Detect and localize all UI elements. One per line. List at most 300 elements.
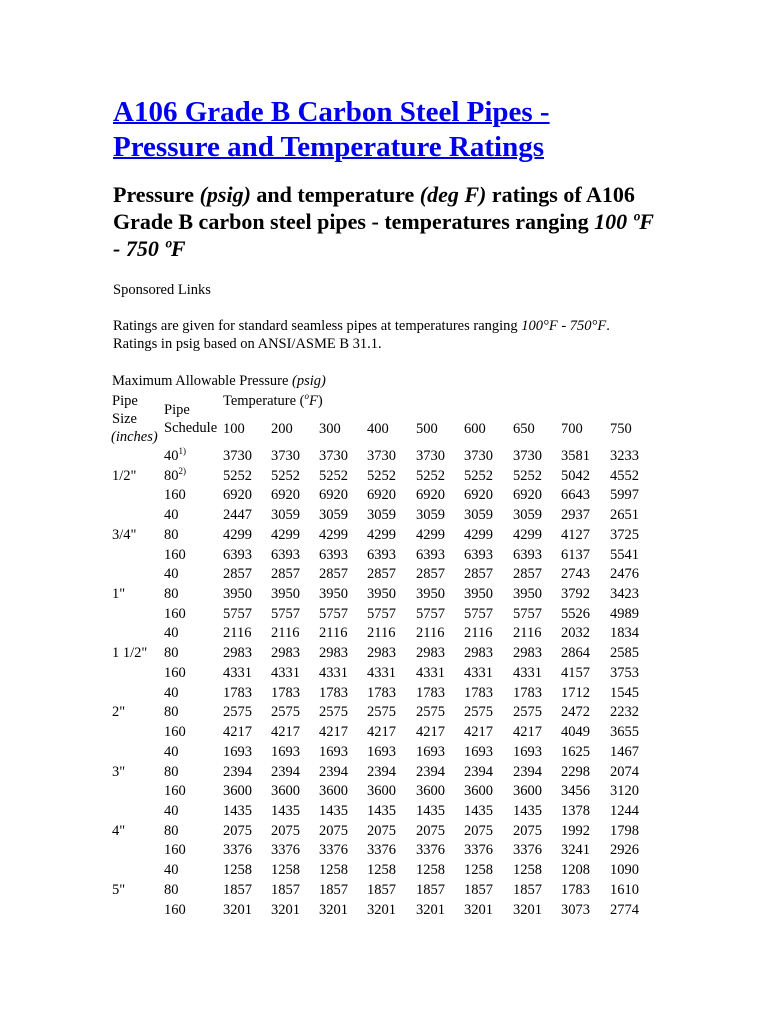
pressure-value: 5526 xyxy=(561,605,590,622)
pressure-value: 4299 xyxy=(271,526,300,543)
schedule-value: 40 xyxy=(164,507,179,524)
pressure-value: 4331 xyxy=(223,664,252,681)
pressure-value: 3581 xyxy=(561,448,590,464)
subtitle-unit-degf: (deg F) xyxy=(419,182,487,207)
pressure-value: 2983 xyxy=(464,645,493,662)
subtitle-range: 100 ºF - 750 ºF xyxy=(113,209,654,261)
temp-header: 300 xyxy=(319,421,341,437)
pressure-value: 2472 xyxy=(561,704,590,721)
schedule-value: 160 xyxy=(164,783,186,800)
pressure-value: 4331 xyxy=(464,664,493,681)
pressure-value: 3456 xyxy=(561,783,590,800)
schedule-value: 40 xyxy=(164,802,179,819)
pressure-value: 6920 xyxy=(319,487,348,504)
intro-text: Ratings are given for standard seamless pipes at temperatures ranging xyxy=(113,318,522,334)
pressure-value: 1857 xyxy=(513,881,542,898)
pressure-value: 3950 xyxy=(416,586,445,603)
intro-paragraph xyxy=(113,317,673,353)
schedule-value: 40 xyxy=(164,566,179,583)
temperature-close: ) xyxy=(317,393,323,409)
schedule-value: 160 xyxy=(164,724,186,741)
pressure-value: 1435 xyxy=(464,802,493,819)
intro-range: 100°F - 750°F xyxy=(521,318,607,334)
footnote-marker: 2) xyxy=(178,465,186,476)
pressure-value: 3600 xyxy=(464,783,493,800)
pressure-value: 1783 xyxy=(416,684,445,701)
pressure-value: 1783 xyxy=(513,684,542,701)
pressure-value: 3730 xyxy=(319,448,348,464)
pressure-value: 2983 xyxy=(271,645,300,662)
pressure-value: 3655 xyxy=(610,724,639,741)
pressure-value: 4299 xyxy=(464,526,493,543)
pressure-value: 1693 xyxy=(513,743,542,760)
pressure-value: 2575 xyxy=(367,704,396,721)
pressure-value: 3241 xyxy=(561,842,590,859)
pressure-value: 2575 xyxy=(223,704,252,721)
pressure-value: 3730 xyxy=(271,448,300,464)
pressure-value: 1783 xyxy=(271,684,300,701)
pressure-value: 1783 xyxy=(223,684,252,701)
pressure-value: 2394 xyxy=(319,763,348,780)
temp-header: 600 xyxy=(464,421,486,437)
pressure-value: 6393 xyxy=(319,546,348,563)
pressure-value: 5757 xyxy=(223,605,252,622)
pressure-value: 4217 xyxy=(223,724,252,741)
pressure-value: 4299 xyxy=(367,526,396,543)
pressure-value: 5252 xyxy=(464,467,493,484)
pressure-value: 3600 xyxy=(319,783,348,800)
pressure-value: 2232 xyxy=(610,704,639,721)
temp-header: 500 xyxy=(416,421,438,437)
pipe-schedule xyxy=(164,901,186,919)
pipe-size: 1" xyxy=(112,586,126,603)
pressure-value: 3725 xyxy=(610,526,639,543)
pressure-value: 1378 xyxy=(561,802,590,819)
pressure-value: 1258 xyxy=(367,862,396,879)
temp-header: 400 xyxy=(367,421,389,437)
pressure-value: 3376 xyxy=(223,842,252,859)
pipe-schedule xyxy=(164,585,179,603)
pressure-value: 2983 xyxy=(319,645,348,662)
schedule-value: 80 xyxy=(164,763,179,780)
schedule-value: 160 xyxy=(164,605,186,622)
pipe-schedule xyxy=(164,605,186,623)
pressure-value: 3233 xyxy=(610,448,639,464)
schedule-value: 40 xyxy=(164,862,179,879)
pipe-schedule xyxy=(164,861,179,879)
pressure-value: 2075 xyxy=(223,822,252,839)
intro-text: Ratings in psig based on ANSI/ASME B 31.1. xyxy=(113,336,382,352)
pressure-value: 2116 xyxy=(223,625,252,642)
pressure-value: 4299 xyxy=(513,526,542,543)
pipe-schedule xyxy=(164,486,186,504)
temperature-label: Temperature ( xyxy=(223,393,305,409)
pressure-value: 5252 xyxy=(416,467,445,484)
pressure-value: 3201 xyxy=(319,901,348,918)
pressure-value: 3600 xyxy=(271,783,300,800)
temperature-unit: F xyxy=(309,393,318,409)
schedule-value: 40 xyxy=(164,743,179,760)
pressure-value: 2651 xyxy=(610,507,639,524)
page-subtitle xyxy=(113,181,658,262)
caption-unit: (psig) xyxy=(292,373,326,389)
pipe-size: 5" xyxy=(112,881,126,898)
pressure-value: 2864 xyxy=(561,645,590,662)
pipe-schedule xyxy=(164,703,179,721)
pressure-value: 1857 xyxy=(464,881,493,898)
pressure-value: 4217 xyxy=(319,724,348,741)
pipe-schedule xyxy=(164,644,179,662)
pressure-value: 1435 xyxy=(319,802,348,819)
pressure-value: 5757 xyxy=(367,605,396,622)
pressure-value: 3730 xyxy=(367,448,396,464)
pipe-size: 1 1/2" xyxy=(112,645,148,662)
footnote-marker: 1) xyxy=(178,446,186,456)
pressure-value: 3600 xyxy=(416,783,445,800)
pressure-value: 1625 xyxy=(561,743,590,760)
schedule-value: 160 xyxy=(164,842,186,859)
subtitle-unit-psig: (psig) xyxy=(199,182,251,207)
pressure-value: 1992 xyxy=(561,822,590,839)
schedule-value: 80 xyxy=(164,526,179,543)
pressure-value: 3600 xyxy=(223,783,252,800)
pressure-value: 2926 xyxy=(610,842,639,859)
pressure-value: 6920 xyxy=(513,487,542,504)
pressure-value: 2298 xyxy=(561,763,590,780)
header-schedule-2: Schedule xyxy=(164,420,218,436)
pressure-value: 2983 xyxy=(513,645,542,662)
pressure-value: 2857 xyxy=(223,566,252,583)
pressure-value: 3730 xyxy=(513,448,542,464)
temp-header: 700 xyxy=(561,421,583,437)
pipe-schedule xyxy=(164,526,179,544)
pressure-value: 2394 xyxy=(464,763,493,780)
pressure-value: 1834 xyxy=(610,625,639,642)
pressure-value: 2394 xyxy=(271,763,300,780)
pressure-value: 4127 xyxy=(561,526,590,543)
temp-header: 650 xyxy=(513,421,535,437)
pressure-value: 3059 xyxy=(319,507,348,524)
pressure-value: 3950 xyxy=(367,586,396,603)
pressure-value: 1693 xyxy=(319,743,348,760)
pressure-value: 2575 xyxy=(416,704,445,721)
header-schedule-1: Pipe xyxy=(164,402,190,418)
pressure-value: 1857 xyxy=(271,881,300,898)
pressure-value: 4299 xyxy=(223,526,252,543)
pressure-value: 2857 xyxy=(416,566,445,583)
pressure-value: 1798 xyxy=(610,822,639,839)
pressure-value: 5757 xyxy=(271,605,300,622)
page-title xyxy=(113,95,633,165)
pressure-value: 1857 xyxy=(223,881,252,898)
header-pipe-size-unit: (inches) xyxy=(111,429,158,445)
pressure-value: 6920 xyxy=(271,487,300,504)
pressure-value: 2075 xyxy=(271,822,300,839)
title-link[interactable] xyxy=(113,96,550,163)
temp-header: 750 xyxy=(610,421,632,437)
pressure-value: 4331 xyxy=(271,664,300,681)
pressure-value: 2075 xyxy=(513,822,542,839)
pressure-value: 3059 xyxy=(416,507,445,524)
pipe-schedule xyxy=(164,802,179,820)
schedule-value: 40 xyxy=(164,448,179,464)
schedule-value: 80 xyxy=(164,881,179,898)
pressure-value: 2116 xyxy=(464,625,493,642)
pipe-size: 3" xyxy=(112,763,126,780)
pressure-value: 1258 xyxy=(513,862,542,879)
pressure-value: 2075 xyxy=(367,822,396,839)
pressure-value: 2116 xyxy=(319,625,348,642)
pressure-value: 1258 xyxy=(223,862,252,879)
pressure-value: 3730 xyxy=(223,448,252,464)
pressure-value: 6393 xyxy=(223,546,252,563)
pressure-value: 3201 xyxy=(223,901,252,918)
schedule-value: 160 xyxy=(164,664,186,681)
pressure-value: 4157 xyxy=(561,664,590,681)
sponsored-links-label: Sponsored Links xyxy=(113,282,211,298)
pipe-schedule xyxy=(164,546,186,564)
pressure-value: 5042 xyxy=(561,467,590,484)
header-temperature xyxy=(223,392,323,410)
pressure-value: 5997 xyxy=(610,487,639,504)
subtitle-text: and temperature xyxy=(250,182,420,207)
pressure-value: 4217 xyxy=(416,724,445,741)
pipe-size: 1/2" xyxy=(112,467,137,484)
pressure-value: 4331 xyxy=(513,664,542,681)
pressure-value: 6393 xyxy=(367,546,396,563)
pressure-value: 2937 xyxy=(561,507,590,524)
pressure-value: 2857 xyxy=(513,566,542,583)
pressure-value: 1783 xyxy=(367,684,396,701)
pressure-value: 1693 xyxy=(416,743,445,760)
pressure-value: 2774 xyxy=(610,901,639,918)
pressure-value: 3600 xyxy=(367,783,396,800)
pressure-value: 1783 xyxy=(561,881,590,898)
pressure-value: 4217 xyxy=(367,724,396,741)
pressure-value: 5541 xyxy=(610,546,639,563)
pressure-value: 3376 xyxy=(319,842,348,859)
pressure-value: 1435 xyxy=(271,802,300,819)
pressure-value: 5252 xyxy=(271,467,300,484)
pressure-value: 1435 xyxy=(513,802,542,819)
pressure-value: 2394 xyxy=(416,763,445,780)
pipe-schedule xyxy=(164,624,179,642)
table-caption xyxy=(112,372,326,390)
subtitle-text: Pressure xyxy=(113,182,200,207)
pressure-value: 3059 xyxy=(271,507,300,524)
header-pipe-size-2: Size xyxy=(112,411,137,427)
pressure-value: 2983 xyxy=(367,645,396,662)
pressure-value: 2394 xyxy=(367,763,396,780)
pressure-value: 2857 xyxy=(464,566,493,583)
pressure-value: 5757 xyxy=(416,605,445,622)
pressure-value: 3073 xyxy=(561,901,590,918)
pressure-value: 1783 xyxy=(319,684,348,701)
schedule-value: 80 xyxy=(164,822,179,839)
pressure-value: 3376 xyxy=(367,842,396,859)
pressure-value: 1857 xyxy=(319,881,348,898)
pressure-value: 2032 xyxy=(561,625,590,642)
pressure-value: 2575 xyxy=(319,704,348,721)
pressure-value: 3059 xyxy=(464,507,493,524)
pressure-value: 2075 xyxy=(464,822,493,839)
pressure-value: 6920 xyxy=(464,487,493,504)
pressure-value: 2116 xyxy=(416,625,445,642)
pipe-size: 4" xyxy=(112,822,126,839)
pressure-value: 2857 xyxy=(319,566,348,583)
pressure-value: 6393 xyxy=(271,546,300,563)
pressure-value: 1545 xyxy=(610,684,639,701)
pressure-value: 6393 xyxy=(513,546,542,563)
pressure-value: 2983 xyxy=(416,645,445,662)
pipe-schedule xyxy=(164,447,186,465)
pressure-value: 2075 xyxy=(416,822,445,839)
temp-header: 200 xyxy=(271,421,293,437)
pressure-value: 1258 xyxy=(319,862,348,879)
pressure-value: 1258 xyxy=(271,862,300,879)
pressure-value: 2857 xyxy=(367,566,396,583)
pressure-value: 1693 xyxy=(271,743,300,760)
pressure-value: 3059 xyxy=(513,507,542,524)
pipe-size: 2" xyxy=(112,704,126,721)
pressure-value: 5757 xyxy=(319,605,348,622)
pressure-value: 5252 xyxy=(319,467,348,484)
pressure-value: 3950 xyxy=(223,586,252,603)
pressure-value: 2983 xyxy=(223,645,252,662)
pressure-value: 1712 xyxy=(561,684,590,701)
pressure-value: 1857 xyxy=(367,881,396,898)
header-pipe-size-1: Pipe xyxy=(112,393,138,409)
pressure-value: 3950 xyxy=(319,586,348,603)
pressure-value: 6393 xyxy=(464,546,493,563)
subtitle-text: ratings of A106 Grade B carbon steel pipes - temperatures ranging xyxy=(113,182,635,234)
pressure-value: 2074 xyxy=(610,763,639,780)
pressure-value: 5252 xyxy=(367,467,396,484)
pressure-value: 1693 xyxy=(223,743,252,760)
pressure-value: 3201 xyxy=(271,901,300,918)
pressure-value: 3600 xyxy=(513,783,542,800)
pressure-value: 5252 xyxy=(513,467,542,484)
pipe-schedule xyxy=(164,743,179,761)
pressure-value: 2394 xyxy=(223,763,252,780)
schedule-value: 80 xyxy=(164,467,179,484)
pipe-schedule xyxy=(164,506,179,524)
pressure-value: 6393 xyxy=(416,546,445,563)
pressure-value: 1783 xyxy=(464,684,493,701)
pressure-value: 2743 xyxy=(561,566,590,583)
pressure-value: 3201 xyxy=(367,901,396,918)
temp-header: 100 xyxy=(223,421,245,437)
pipe-schedule xyxy=(164,467,186,485)
pressure-value: 2476 xyxy=(610,566,639,583)
pressure-value: 4217 xyxy=(271,724,300,741)
pressure-value: 2116 xyxy=(513,625,542,642)
schedule-value: 80 xyxy=(164,704,179,721)
pressure-value: 4299 xyxy=(319,526,348,543)
schedule-value: 40 xyxy=(164,625,179,642)
pipe-schedule xyxy=(164,822,179,840)
pressure-value: 5252 xyxy=(223,467,252,484)
pressure-value: 3753 xyxy=(610,664,639,681)
header-pipe-size-3 xyxy=(111,428,158,446)
pressure-value: 4331 xyxy=(416,664,445,681)
pressure-value: 2575 xyxy=(513,704,542,721)
pipe-schedule xyxy=(164,782,186,800)
pressure-value: 3376 xyxy=(464,842,493,859)
pressure-value: 2585 xyxy=(610,645,639,662)
pressure-value: 1467 xyxy=(610,743,639,760)
pressure-value: 1435 xyxy=(416,802,445,819)
pressure-value: 2575 xyxy=(464,704,493,721)
pressure-value: 4331 xyxy=(319,664,348,681)
pressure-value: 4049 xyxy=(561,724,590,741)
caption-text: Maximum Allowable Pressure xyxy=(112,373,293,389)
schedule-value: 80 xyxy=(164,586,179,603)
pipe-schedule xyxy=(164,881,179,899)
intro-text: . xyxy=(606,318,610,334)
title-line-2: Pressure and Temperature Ratings xyxy=(113,131,544,163)
pressure-value: 1244 xyxy=(610,802,639,819)
pressure-value: 3201 xyxy=(513,901,542,918)
pressure-value: 6920 xyxy=(416,487,445,504)
pressure-value: 1258 xyxy=(464,862,493,879)
pressure-value: 2394 xyxy=(513,763,542,780)
pressure-value: 1610 xyxy=(610,881,639,898)
pressure-value: 3120 xyxy=(610,783,639,800)
pipe-schedule xyxy=(164,841,186,859)
pressure-value: 6920 xyxy=(223,487,252,504)
pressure-value: 1435 xyxy=(367,802,396,819)
pressure-value: 4299 xyxy=(416,526,445,543)
pressure-value: 1208 xyxy=(561,862,590,879)
pipe-schedule xyxy=(164,723,186,741)
title-line-1: A106 Grade B Carbon Steel Pipes - xyxy=(113,96,550,128)
pressure-value: 3950 xyxy=(271,586,300,603)
schedule-value: 40 xyxy=(164,684,179,701)
pressure-value: 4217 xyxy=(513,724,542,741)
pressure-value: 1857 xyxy=(416,881,445,898)
pressure-value: 1693 xyxy=(367,743,396,760)
pressure-value: 3423 xyxy=(610,586,639,603)
pressure-value: 3950 xyxy=(513,586,542,603)
pressure-value: 3730 xyxy=(464,448,493,464)
pressure-value: 2447 xyxy=(223,507,252,524)
pressure-value: 3376 xyxy=(513,842,542,859)
pressure-value: 1435 xyxy=(223,802,252,819)
pressure-value: 2575 xyxy=(271,704,300,721)
schedule-value: 160 xyxy=(164,546,186,563)
schedule-value: 80 xyxy=(164,645,179,662)
pressure-value: 3730 xyxy=(416,448,445,464)
pressure-value: 1090 xyxy=(610,862,639,879)
pressure-value: 2116 xyxy=(367,625,396,642)
pressure-value: 3376 xyxy=(271,842,300,859)
pressure-value: 5757 xyxy=(464,605,493,622)
pipe-schedule xyxy=(164,664,186,682)
pressure-value: 2075 xyxy=(319,822,348,839)
pressure-value: 1693 xyxy=(464,743,493,760)
pressure-value: 5757 xyxy=(513,605,542,622)
schedule-value: 160 xyxy=(164,487,186,504)
pipe-schedule xyxy=(164,684,179,702)
pressure-value: 4217 xyxy=(464,724,493,741)
pressure-value: 1258 xyxy=(416,862,445,879)
pressure-value: 3792 xyxy=(561,586,590,603)
pressure-value: 3201 xyxy=(416,901,445,918)
schedule-value: 160 xyxy=(164,901,186,918)
pressure-value: 6920 xyxy=(367,487,396,504)
pressure-value: 3201 xyxy=(464,901,493,918)
